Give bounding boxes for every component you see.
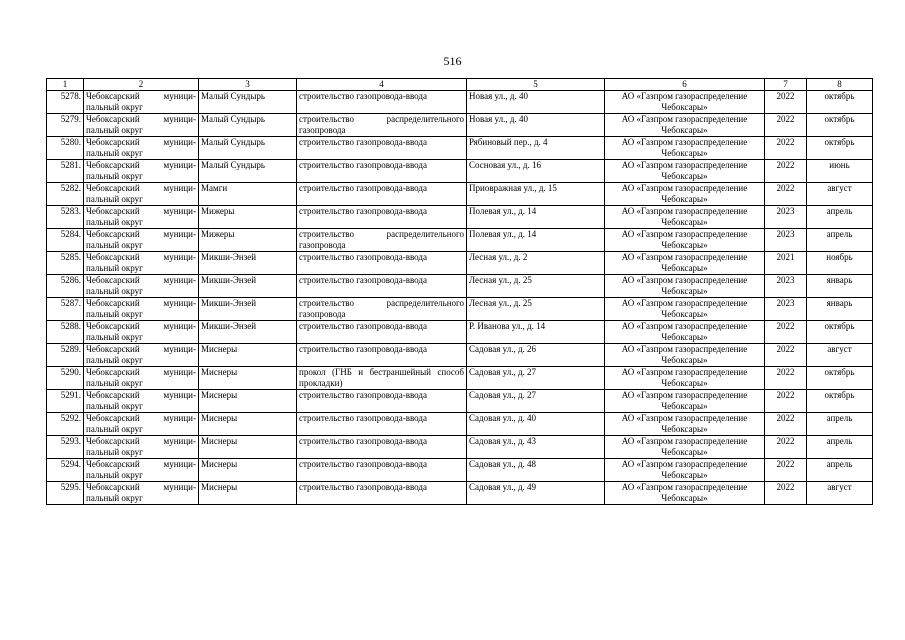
month-cell: октябрь <box>807 390 873 413</box>
month-cell: август <box>807 183 873 206</box>
work-type-cell: строительство газопровода-ввода <box>297 413 467 436</box>
month-cell: ноябрь <box>807 252 873 275</box>
address-cell: Садовая ул., д. 43 <box>467 436 605 459</box>
month-cell: апрель <box>807 459 873 482</box>
work-type-cell: строительство газопровода-ввода <box>297 275 467 298</box>
settlement-cell: Миснеры <box>199 344 297 367</box>
organization-cell: АО «Газпром газораспределение Чебоксары» <box>605 252 765 275</box>
table-row <box>47 482 873 505</box>
year-cell: 2022 <box>765 459 807 482</box>
month-cell: апрель <box>807 206 873 229</box>
table-row <box>47 459 873 482</box>
organization-cell: АО «Газпром газораспределение Чебоксары» <box>605 229 765 252</box>
work-type-cell: строительство распределительного газопровода <box>297 229 467 252</box>
year-cell: 2022 <box>765 482 807 505</box>
settlement-cell: Мижеры <box>199 206 297 229</box>
settlement-cell: Малый Сундырь <box>199 91 297 114</box>
row-number: 5281. <box>47 160 84 183</box>
work-type-cell: строительство распределительного газопровода <box>297 114 467 137</box>
row-number: 5284. <box>47 229 84 252</box>
district-cell: Чебоксарский муници-пальный округ <box>84 321 199 344</box>
column-header: 8 <box>807 79 873 91</box>
settlement-cell: Микши-Энзей <box>199 275 297 298</box>
table-row <box>47 344 873 367</box>
year-cell: 2022 <box>765 413 807 436</box>
month-cell: октябрь <box>807 137 873 160</box>
year-cell: 2023 <box>765 229 807 252</box>
year-cell: 2022 <box>765 321 807 344</box>
district-cell: Чебоксарский муници-пальный округ <box>84 436 199 459</box>
work-type-cell: прокол (ГНБ и бестраншейный способ прокладки) <box>297 367 467 390</box>
organization-cell: АО «Газпром газораспределение Чебоксары» <box>605 114 765 137</box>
address-cell: Садовая ул., д. 27 <box>467 367 605 390</box>
settlement-cell: Миснеры <box>199 459 297 482</box>
organization-cell: АО «Газпром газораспределение Чебоксары» <box>605 413 765 436</box>
organization-cell: АО «Газпром газораспределение Чебоксары» <box>605 367 765 390</box>
district-cell: Чебоксарский муници-пальный округ <box>84 459 199 482</box>
district-cell: Чебоксарский муници-пальный округ <box>84 206 199 229</box>
month-cell: январь <box>807 275 873 298</box>
organization-cell: АО «Газпром газораспределение Чебоксары» <box>605 436 765 459</box>
settlement-cell: Малый Сундырь <box>199 114 297 137</box>
table-row <box>47 321 873 344</box>
table-row <box>47 436 873 459</box>
organization-cell: АО «Газпром газораспределение Чебоксары» <box>605 482 765 505</box>
settlement-cell: Микши-Энзей <box>199 298 297 321</box>
row-number: 5294. <box>47 459 84 482</box>
settlement-cell: Микши-Энзей <box>199 252 297 275</box>
column-header: 7 <box>765 79 807 91</box>
settlement-cell: Малый Сундырь <box>199 160 297 183</box>
year-cell: 2022 <box>765 160 807 183</box>
work-type-cell: строительство распределительного газопровода <box>297 298 467 321</box>
address-cell: Садовая ул., д. 48 <box>467 459 605 482</box>
district-cell: Чебоксарский муници-пальный округ <box>84 275 199 298</box>
month-cell: октябрь <box>807 367 873 390</box>
address-cell: Полевая ул., д. 14 <box>467 206 605 229</box>
month-cell: август <box>807 344 873 367</box>
organization-cell: АО «Газпром газораспределение Чебоксары» <box>605 321 765 344</box>
address-cell: Лесная ул., д. 25 <box>467 275 605 298</box>
year-cell: 2022 <box>765 137 807 160</box>
organization-cell: АО «Газпром газораспределение Чебоксары» <box>605 390 765 413</box>
work-type-cell: строительство газопровода-ввода <box>297 160 467 183</box>
header-row <box>47 79 873 91</box>
settlement-cell: Миснеры <box>199 482 297 505</box>
year-cell: 2022 <box>765 367 807 390</box>
address-cell: Садовая ул., д. 40 <box>467 413 605 436</box>
address-cell: Р. Иванова ул., д. 14 <box>467 321 605 344</box>
organization-cell: АО «Газпром газораспределение Чебоксары» <box>605 183 765 206</box>
table-row <box>47 206 873 229</box>
column-header: 4 <box>297 79 467 91</box>
column-header: 2 <box>84 79 199 91</box>
table-row <box>47 91 873 114</box>
month-cell: апрель <box>807 413 873 436</box>
organization-cell: АО «Газпром газораспределение Чебоксары» <box>605 160 765 183</box>
row-number: 5290. <box>47 367 84 390</box>
organization-cell: АО «Газпром газораспределение Чебоксары» <box>605 298 765 321</box>
settlement-cell: Мижеры <box>199 229 297 252</box>
address-cell: Приовражная ул., д. 15 <box>467 183 605 206</box>
address-cell: Полевая ул., д. 14 <box>467 229 605 252</box>
column-header: 6 <box>605 79 765 91</box>
table-row <box>47 390 873 413</box>
table-row <box>47 367 873 390</box>
work-type-cell: строительство газопровода-ввода <box>297 344 467 367</box>
row-number: 5295. <box>47 482 84 505</box>
registry-table <box>46 78 873 505</box>
row-number: 5289. <box>47 344 84 367</box>
address-cell: Новая ул., д. 40 <box>467 114 605 137</box>
settlement-cell: Миснеры <box>199 367 297 390</box>
address-cell: Рябиновый пер., д. 4 <box>467 137 605 160</box>
address-cell: Садовая ул., д. 26 <box>467 344 605 367</box>
work-type-cell: строительство газопровода-ввода <box>297 183 467 206</box>
column-header: 5 <box>467 79 605 91</box>
organization-cell: АО «Газпром газораспределение Чебоксары» <box>605 137 765 160</box>
page-number: 516 <box>443 54 462 68</box>
row-number: 5286. <box>47 275 84 298</box>
organization-cell: АО «Газпром газораспределение Чебоксары» <box>605 459 765 482</box>
row-number: 5285. <box>47 252 84 275</box>
year-cell: 2022 <box>765 436 807 459</box>
year-cell: 2021 <box>765 252 807 275</box>
work-type-cell: строительство газопровода-ввода <box>297 459 467 482</box>
address-cell: Садовая ул., д. 49 <box>467 482 605 505</box>
month-cell: январь <box>807 298 873 321</box>
table-row <box>47 229 873 252</box>
district-cell: Чебоксарский муници-пальный округ <box>84 137 199 160</box>
district-cell: Чебоксарский муници-пальный округ <box>84 390 199 413</box>
settlement-cell: Малый Сундырь <box>199 137 297 160</box>
month-cell: октябрь <box>807 321 873 344</box>
work-type-cell: строительство газопровода-ввода <box>297 252 467 275</box>
month-cell: август <box>807 482 873 505</box>
address-cell: Новая ул., д. 40 <box>467 91 605 114</box>
settlement-cell: Миснеры <box>199 390 297 413</box>
year-cell: 2022 <box>765 390 807 413</box>
row-number: 5292. <box>47 413 84 436</box>
row-number: 5287. <box>47 298 84 321</box>
month-cell: октябрь <box>807 114 873 137</box>
month-cell: октябрь <box>807 91 873 114</box>
table-row <box>47 114 873 137</box>
row-number: 5291. <box>47 390 84 413</box>
year-cell: 2023 <box>765 298 807 321</box>
district-cell: Чебоксарский муници-пальный округ <box>84 229 199 252</box>
table-body <box>47 91 873 505</box>
address-cell: Лесная ул., д. 25 <box>467 298 605 321</box>
row-number: 5293. <box>47 436 84 459</box>
work-type-cell: строительство газопровода-ввода <box>297 436 467 459</box>
row-number: 5282. <box>47 183 84 206</box>
work-type-cell: строительство газопровода-ввода <box>297 321 467 344</box>
settlement-cell: Миснеры <box>199 436 297 459</box>
table-row <box>47 413 873 436</box>
district-cell: Чебоксарский муници-пальный округ <box>84 298 199 321</box>
year-cell: 2023 <box>765 275 807 298</box>
district-cell: Чебоксарский муници-пальный округ <box>84 252 199 275</box>
settlement-cell: Микши-Энзей <box>199 321 297 344</box>
month-cell: июнь <box>807 160 873 183</box>
district-cell: Чебоксарский муници-пальный округ <box>84 91 199 114</box>
organization-cell: АО «Газпром газораспределение Чебоксары» <box>605 344 765 367</box>
month-cell: апрель <box>807 229 873 252</box>
address-cell: Сосновая ул., д. 16 <box>467 160 605 183</box>
row-number: 5280. <box>47 137 84 160</box>
year-cell: 2022 <box>765 344 807 367</box>
row-number: 5288. <box>47 321 84 344</box>
year-cell: 2022 <box>765 114 807 137</box>
settlement-cell: Миснеры <box>199 413 297 436</box>
work-type-cell: строительство газопровода-ввода <box>297 137 467 160</box>
column-header: 3 <box>199 79 297 91</box>
year-cell: 2022 <box>765 91 807 114</box>
district-cell: Чебоксарский муници-пальный округ <box>84 344 199 367</box>
row-number: 5279. <box>47 114 84 137</box>
work-type-cell: строительство газопровода-ввода <box>297 482 467 505</box>
organization-cell: АО «Газпром газораспределение Чебоксары» <box>605 91 765 114</box>
settlement-cell: Мамги <box>199 183 297 206</box>
year-cell: 2022 <box>765 183 807 206</box>
row-number: 5278. <box>47 91 84 114</box>
month-cell: апрель <box>807 436 873 459</box>
work-type-cell: строительство газопровода-ввода <box>297 91 467 114</box>
table-row <box>47 298 873 321</box>
address-cell: Лесная ул., д. 2 <box>467 252 605 275</box>
table-row <box>47 183 873 206</box>
work-type-cell: строительство газопровода-ввода <box>297 390 467 413</box>
table-row <box>47 252 873 275</box>
district-cell: Чебоксарский муници-пальный округ <box>84 160 199 183</box>
district-cell: Чебоксарский муници-пальный округ <box>84 367 199 390</box>
district-cell: Чебоксарский муници-пальный округ <box>84 183 199 206</box>
table-row <box>47 275 873 298</box>
organization-cell: АО «Газпром газораспределение Чебоксары» <box>605 275 765 298</box>
row-number: 5283. <box>47 206 84 229</box>
district-cell: Чебоксарский муници-пальный округ <box>84 482 199 505</box>
table-row <box>47 160 873 183</box>
table-row <box>47 137 873 160</box>
district-cell: Чебоксарский муници-пальный округ <box>84 114 199 137</box>
work-type-cell: строительство газопровода-ввода <box>297 206 467 229</box>
year-cell: 2023 <box>765 206 807 229</box>
column-header: 1 <box>47 79 84 91</box>
organization-cell: АО «Газпром газораспределение Чебоксары» <box>605 206 765 229</box>
district-cell: Чебоксарский муници-пальный округ <box>84 413 199 436</box>
address-cell: Садовая ул., д. 27 <box>467 390 605 413</box>
